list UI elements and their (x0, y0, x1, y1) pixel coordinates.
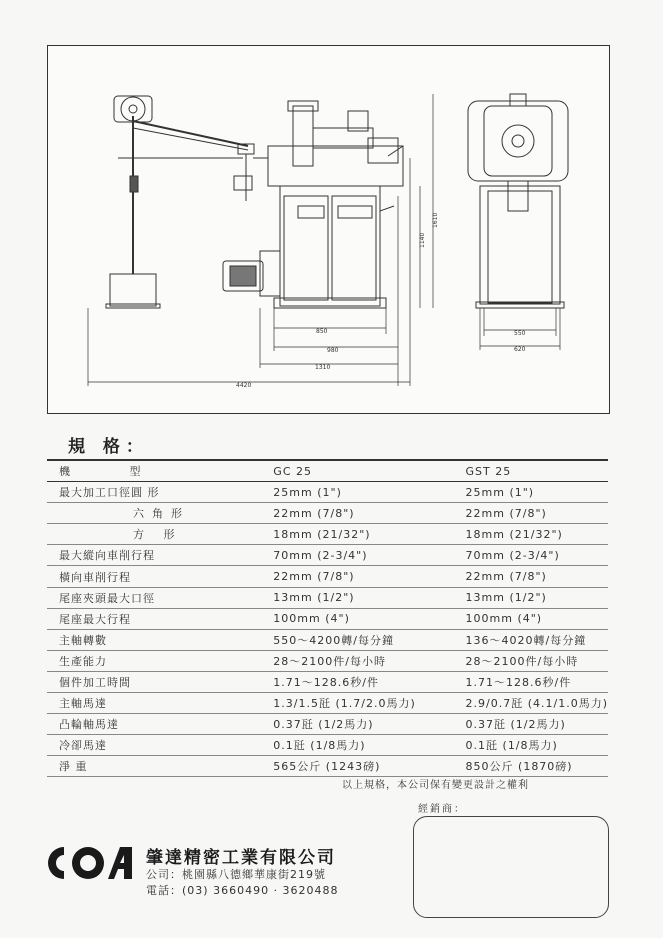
dealer-stamp-box (413, 816, 609, 918)
dimension-labels (236, 213, 526, 389)
spec-value-gc25: 1.3/1.5瓩 (1.7/2.0馬力) (273, 693, 465, 714)
machine-drawing (47, 45, 610, 414)
spec-value-gc25: 18mm (21/32") (273, 524, 465, 545)
spec-value-gc25: 28～2100件/每小時 (273, 650, 465, 671)
spec-row (47, 587, 608, 608)
spec-row (47, 714, 608, 735)
dim-1310: 1310 (315, 364, 331, 371)
spec-label: 冷卻馬達 (47, 735, 273, 756)
dim-620: 620 (514, 346, 526, 353)
spec-row (47, 566, 608, 587)
spec-value-gc25: 0.1瓩 (1/8馬力) (273, 735, 465, 756)
dealer-label: 經銷商： (418, 804, 466, 815)
header-gst25: GST 25 (466, 460, 608, 482)
dim-850: 850 (316, 328, 328, 335)
spec-row (47, 545, 608, 566)
coa-logo-icon (46, 843, 138, 883)
spec-value-gst25: 100mm (4") (466, 608, 608, 629)
spec-label: 主軸馬達 (47, 693, 273, 714)
dim-1610: 1610 (432, 212, 439, 228)
spec-value-gc25: 0.37瓩 (1/2馬力) (273, 714, 465, 735)
spec-value-gc25: 100mm (4") (273, 608, 465, 629)
company-logo (46, 843, 138, 887)
spec-value-gst25: 0.1瓩 (1/8馬力) (466, 735, 608, 756)
company-address: 公司：桃園縣八德鄉華康街219號 (146, 868, 326, 881)
spec-value-gst25: 25mm (1") (466, 482, 608, 503)
spec-label: 凸輪軸馬達 (47, 714, 273, 735)
spec-label: 個件加工時間 (47, 671, 273, 692)
spec-label: 最大加工口徑圓 形 (47, 482, 273, 503)
spec-value-gst25: 2.9/0.7瓩 (4.1/1.0馬力) (466, 693, 608, 714)
dim-4420: 4420 (236, 382, 252, 389)
dim-550: 550 (514, 330, 526, 337)
side-view (468, 94, 568, 308)
spec-row (47, 524, 608, 545)
dim-1140: 1140 (419, 232, 426, 248)
company-name: 肇達精密工業有限公司 (146, 848, 336, 868)
spec-title: 規 格： (68, 437, 149, 457)
spec-row (47, 693, 608, 714)
spec-footnote: 以上規格，本公司保有變更設計之權利 (342, 780, 529, 791)
header-gc25: GC 25 (273, 460, 465, 482)
spec-value-gc25: 22mm (7/8") (273, 503, 465, 524)
spec-value-gc25: 70mm (2-3/4") (273, 545, 465, 566)
spec-label: 六角形 (47, 503, 273, 524)
spec-label: 最大縱向車削行程 (47, 545, 273, 566)
spec-value-gst25: 28～2100件/每小時 (466, 650, 608, 671)
spec-value-gst25: 850公斤 (1870磅) (466, 756, 608, 777)
spec-row (47, 756, 608, 777)
spec-value-gst25: 0.37瓩 (1/2馬力) (466, 714, 608, 735)
spec-row (47, 671, 608, 692)
machine-drawing-svg (48, 46, 609, 413)
spec-row (47, 629, 608, 650)
spec-label: 生產能力 (47, 650, 273, 671)
spec-value-gst25: 18mm (21/32") (466, 524, 608, 545)
spec-row (47, 650, 608, 671)
spec-label: 尾座夾頭最大口徑 (47, 587, 273, 608)
spec-label: 橫向車削行程 (47, 566, 273, 587)
spec-header-row (47, 460, 608, 482)
spec-label: 淨 重 (47, 756, 273, 777)
spec-label: 主軸轉數 (47, 629, 273, 650)
spec-value-gst25: 136～4020轉/每分鐘 (466, 629, 608, 650)
spec-value-gc25: 13mm (1/2") (273, 587, 465, 608)
spec-value-gst25: 1.71～128.6秒/件 (466, 671, 608, 692)
spec-row (47, 735, 608, 756)
spec-table (47, 459, 608, 777)
spec-value-gst25: 22mm (7/8") (466, 503, 608, 524)
spec-value-gc25: 25mm (1") (273, 482, 465, 503)
spec-label: 方 形 (47, 524, 273, 545)
header-model-label: 機 型 (47, 460, 273, 482)
spec-row (47, 608, 608, 629)
dim-980: 980 (327, 347, 339, 354)
lathe-body (223, 101, 403, 308)
spec-value-gc25: 550～4200轉/每分鐘 (273, 629, 465, 650)
spec-row (47, 503, 608, 524)
spec-value-gst25: 22mm (7/8") (466, 566, 608, 587)
spec-row (47, 482, 608, 503)
spec-label: 尾座最大行程 (47, 608, 273, 629)
company-phone: 電話：(03) 3660490 · 3620488 (146, 884, 339, 897)
spec-value-gst25: 70mm (2-3/4") (466, 545, 608, 566)
spec-value-gc25: 22mm (7/8") (273, 566, 465, 587)
spec-value-gc25: 565公斤 (1243磅) (273, 756, 465, 777)
spec-value-gc25: 1.71～128.6秒/件 (273, 671, 465, 692)
spec-value-gst25: 13mm (1/2") (466, 587, 608, 608)
dimension-lines (88, 94, 560, 386)
